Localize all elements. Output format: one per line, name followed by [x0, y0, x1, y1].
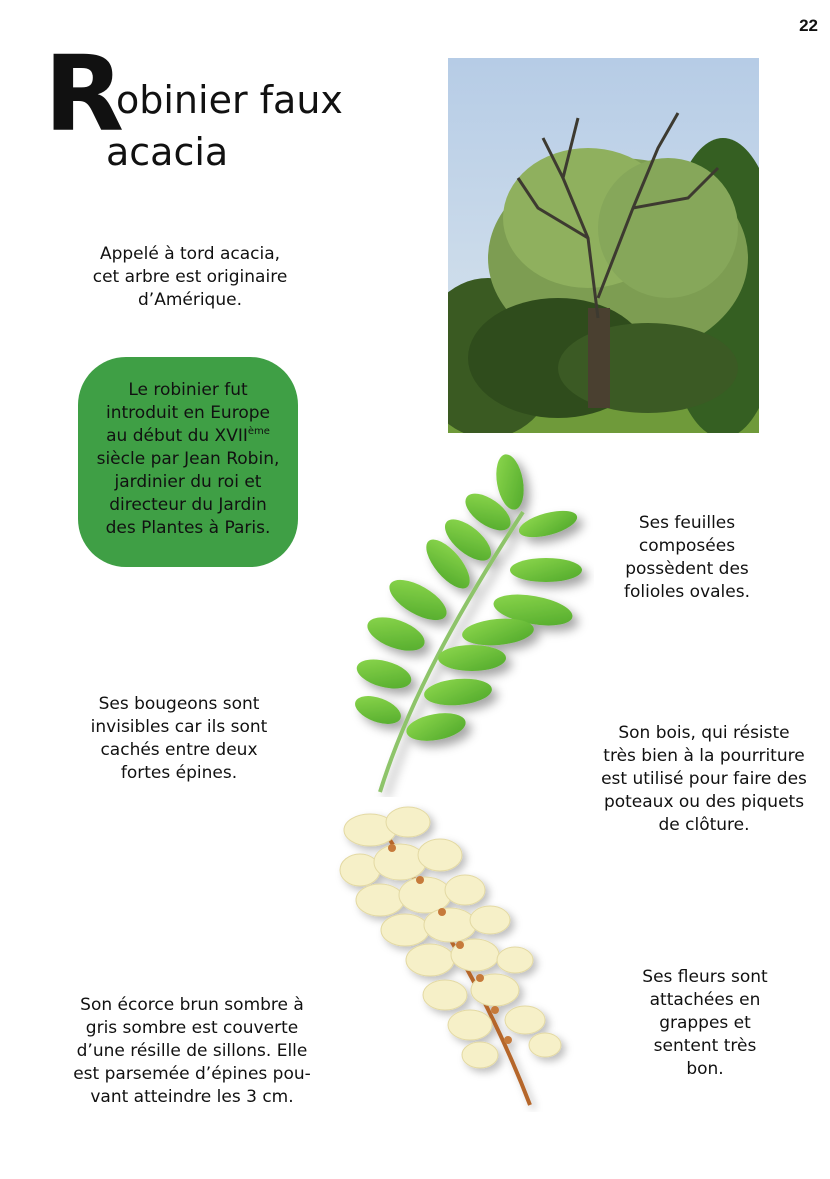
text-line: de clôture.	[658, 815, 750, 835]
history-callout	[78, 357, 298, 567]
leaf-branch-illustration	[348, 452, 594, 797]
text-line: Ses feuilles	[638, 513, 736, 533]
text-line: bon.	[686, 1059, 724, 1079]
text-line: directeur du Jardin	[109, 495, 267, 515]
text-line: Appelé à tord acacia,	[99, 244, 281, 264]
text-line: Son bois, qui résiste	[618, 723, 790, 743]
text-line: d’une résille de sillons. Elle	[76, 1041, 308, 1061]
text-line: est parsemée d’épines pou-	[73, 1064, 311, 1084]
text-line: introduit en Europe	[106, 403, 270, 423]
title-line-1: obinier faux	[116, 78, 343, 122]
century-superscript: ème	[247, 426, 270, 437]
text-line: Ses bougeons sont	[98, 694, 260, 714]
intro-text	[74, 243, 306, 312]
text-line: attachées en	[649, 990, 761, 1010]
text-line: siècle par Jean Robin,	[96, 449, 280, 469]
leaves-text	[598, 512, 776, 604]
text-line: invisibles car ils sont	[90, 717, 268, 737]
text-line: Ses fleurs sont	[642, 967, 768, 987]
wood-text	[584, 722, 824, 837]
text-line: jardinier du roi et	[114, 472, 262, 492]
text-line: d’Amérique.	[138, 290, 242, 310]
tree-photo	[448, 58, 759, 433]
title-initial: R	[44, 33, 125, 155]
text-line: des Plantes à Paris.	[105, 518, 271, 538]
text-line: cet arbre est originaire	[92, 267, 288, 287]
century-text: au début du XVII	[106, 426, 248, 446]
text-line: Le robinier fut	[128, 380, 248, 400]
text-line: fortes épines.	[120, 763, 238, 783]
text-line: folioles ovales.	[624, 582, 750, 602]
text-line: gris sombre est couverte	[85, 1018, 299, 1038]
text-line: sentent très	[653, 1036, 757, 1056]
page-number: 22	[799, 16, 818, 35]
text-line: très bien à la pourriture	[603, 746, 805, 766]
text-line: possèdent des	[625, 559, 749, 579]
text-line: grappes et	[659, 1013, 751, 1033]
text-line: vant atteindre les 3 cm.	[90, 1087, 294, 1107]
title-line-2: acacia	[106, 130, 229, 174]
text-line	[86, 425, 290, 448]
text-line: Son écorce brun sombre à	[80, 995, 304, 1015]
text-line: composées	[638, 536, 736, 556]
flower-cluster-illustration	[330, 800, 590, 1112]
text-line: cachés entre deux	[100, 740, 258, 760]
text-line: est utilisé pour faire des	[601, 769, 807, 789]
text-line: poteaux ou des piquets	[603, 792, 805, 812]
flowers-text	[610, 966, 800, 1081]
bark-text	[54, 994, 330, 1109]
buds-text	[60, 693, 298, 785]
